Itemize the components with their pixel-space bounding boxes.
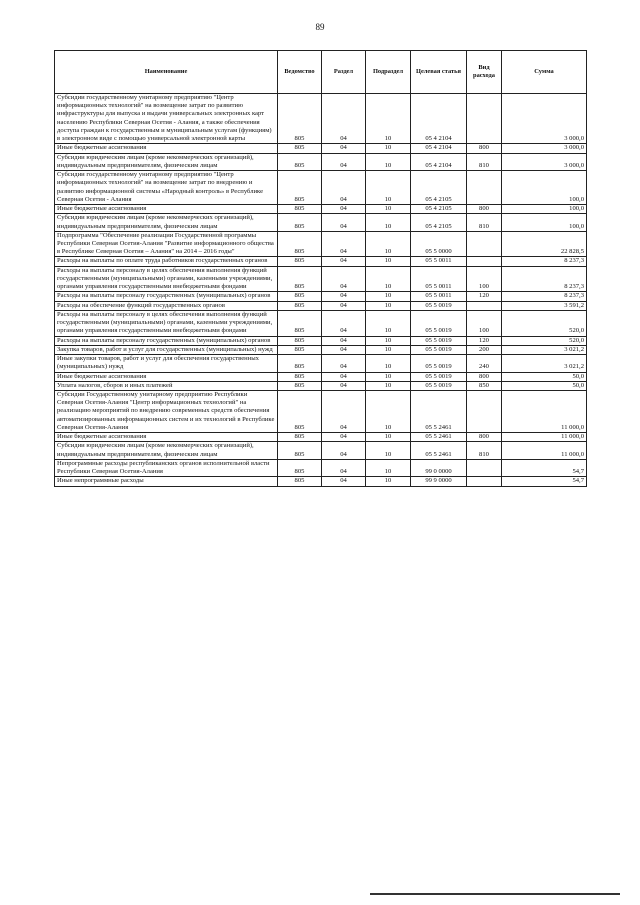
cell-podr: 10	[366, 459, 411, 476]
cell-vid	[467, 257, 502, 266]
cell-sum: 54,7	[502, 459, 587, 476]
cell-name: Иные закупки товаров, работ и услуг для обеспечения государственных (муниципальных) нужд	[55, 355, 278, 372]
cell-stat: 05 5 0011	[411, 292, 467, 301]
cell-razd: 04	[322, 266, 366, 292]
cell-ved: 805	[278, 301, 322, 310]
cell-name: Субсидии Государственному унитарному предприятию Республики Северная Осетия-Алания "Центр информационных технологий" на реализацию мероприятий по внедрению современных средств обеспечения автоматизированных информационных систем и их технологий в Республике Северная Осетия-Алания	[55, 390, 278, 432]
cell-vid: 800	[467, 144, 502, 153]
cell-razd: 04	[322, 310, 366, 336]
table-row	[55, 433, 587, 442]
cell-stat: 99 0 0000	[411, 459, 467, 476]
cell-name: Расходы на выплаты персоналу в целях обеспечения выполнения функций государственными (муниципальными) органами, казенными учреждениями, органами управления государственными внебюджетными фондами	[55, 310, 278, 336]
table-row	[55, 292, 587, 301]
cell-ved: 805	[278, 153, 322, 170]
cell-podr: 10	[366, 292, 411, 301]
table-row	[55, 231, 587, 257]
cell-sum: 3 000,0	[502, 94, 587, 144]
cell-ved: 805	[278, 257, 322, 266]
cell-podr: 10	[366, 390, 411, 432]
cell-razd: 04	[322, 301, 366, 310]
header-vedomstvo: Ведомство	[278, 51, 322, 94]
cell-sum: 3 021,2	[502, 355, 587, 372]
cell-stat: 05 5 0019	[411, 336, 467, 345]
cell-podr: 10	[366, 153, 411, 170]
cell-name: Расходы на обеспечение функций государственных органов	[55, 301, 278, 310]
cell-razd: 04	[322, 477, 366, 486]
cell-podr: 10	[366, 477, 411, 486]
cell-stat: 05 5 2461	[411, 442, 467, 459]
cell-sum: 50,0	[502, 372, 587, 381]
cell-stat: 05 4 2104	[411, 153, 467, 170]
cell-name: Закупка товаров, работ и услуг для государственных (муниципальных) нужд	[55, 345, 278, 354]
cell-sum: 520,0	[502, 310, 587, 336]
table-row	[55, 214, 587, 231]
cell-sum: 8 237,3	[502, 266, 587, 292]
cell-podr: 10	[366, 301, 411, 310]
cell-razd: 04	[322, 214, 366, 231]
cell-ved: 805	[278, 266, 322, 292]
cell-name: Иные непрограммные расходы	[55, 477, 278, 486]
cell-stat: 05 5 0019	[411, 301, 467, 310]
table-row	[55, 372, 587, 381]
cell-sum: 54,7	[502, 477, 587, 486]
cell-stat: 05 4 2105	[411, 214, 467, 231]
cell-podr: 10	[366, 231, 411, 257]
cell-ved: 805	[278, 459, 322, 476]
cell-razd: 04	[322, 257, 366, 266]
cell-stat: 05 5 0019	[411, 345, 467, 354]
cell-vid	[467, 301, 502, 310]
cell-ved: 805	[278, 345, 322, 354]
cell-name: Подпрограмма "Обеспечение реализации Государственной программы Республики Северная Осетия-Алания "Развитие информационного общества в Республике Северная Осетия – Алания" на 2014 – 2016 годы"	[55, 231, 278, 257]
cell-sum: 520,0	[502, 336, 587, 345]
cell-ved: 805	[278, 477, 322, 486]
cell-name: Уплата налогов, сборов и иных платежей	[55, 381, 278, 390]
cell-vid	[467, 94, 502, 144]
cell-vid	[467, 231, 502, 257]
cell-razd: 04	[322, 390, 366, 432]
cell-vid: 800	[467, 205, 502, 214]
cell-stat: 05 5 0019	[411, 381, 467, 390]
cell-vid: 850	[467, 381, 502, 390]
cell-name: Расходы на выплаты персоналу государственных (муниципальных) органов	[55, 292, 278, 301]
cell-podr: 10	[366, 171, 411, 205]
header-podrazdel: Подраздел	[366, 51, 411, 94]
table-row	[55, 442, 587, 459]
header-razdel: Раздел	[322, 51, 366, 94]
cell-ved: 805	[278, 355, 322, 372]
table-row	[55, 381, 587, 390]
cell-name: Расходы на выплаты по оплате труда работников государственных органов	[55, 257, 278, 266]
cell-podr: 10	[366, 442, 411, 459]
cell-ved: 805	[278, 231, 322, 257]
cell-razd: 04	[322, 153, 366, 170]
cell-razd: 04	[322, 345, 366, 354]
cell-name: Непрограммные расходы республиканских органов исполнительной власти Республики Северная Осетия-Алания	[55, 459, 278, 476]
cell-sum: 3 000,0	[502, 153, 587, 170]
cell-vid	[467, 459, 502, 476]
cell-name: Иные бюджетные ассигнования	[55, 205, 278, 214]
table-row	[55, 266, 587, 292]
cell-sum: 3 591,2	[502, 301, 587, 310]
cell-razd: 04	[322, 355, 366, 372]
cell-podr: 10	[366, 433, 411, 442]
cell-vid: 800	[467, 433, 502, 442]
cell-podr: 10	[366, 266, 411, 292]
cell-sum: 50,0	[502, 381, 587, 390]
cell-vid: 120	[467, 336, 502, 345]
table-row	[55, 301, 587, 310]
table-row	[55, 336, 587, 345]
cell-vid: 240	[467, 355, 502, 372]
cell-name: Расходы на выплаты персоналу государственных (муниципальных) органов	[55, 336, 278, 345]
header-summa: Сумма	[502, 51, 587, 94]
cell-vid: 100	[467, 310, 502, 336]
header-name: Наименование	[55, 51, 278, 94]
cell-name: Субсидии юридическим лицам (кроме некоммерческих организаций), индивидуальным предпринимателям, физическим лицам	[55, 153, 278, 170]
table-row	[55, 345, 587, 354]
cell-ved: 805	[278, 381, 322, 390]
cell-ved: 805	[278, 214, 322, 231]
cell-vid: 810	[467, 442, 502, 459]
cell-name: Субсидии юридическим лицам (кроме некоммерческих организаций), индивидуальным предпринимателям, физическим лицам	[55, 442, 278, 459]
cell-sum: 100,0	[502, 171, 587, 205]
cell-razd: 04	[322, 144, 366, 153]
cell-razd: 04	[322, 171, 366, 205]
table-row	[55, 153, 587, 170]
cell-name: Иные бюджетные ассигнования	[55, 144, 278, 153]
cell-ved: 805	[278, 94, 322, 144]
cell-podr: 10	[366, 214, 411, 231]
table-header-row	[55, 51, 587, 94]
cell-name: Субсидии государственному унитарному предприятию "Центр информационных технологий" на возмещение затрат по развитию инфраструктуры для выпуска и выдачи универсальных электронных карт населению Республики Северная Осетия - Алания, а также обеспечения доступа граждан к государственным и муниципальным услугам (функциям) в электронном виде с помощью универсальной электронной карты	[55, 94, 278, 144]
cell-razd: 04	[322, 205, 366, 214]
cell-name: Субсидии юридическим лицам (кроме некоммерческих организаций), индивидуальным предпринимателям, физическим лицам	[55, 214, 278, 231]
cell-sum: 8 237,3	[502, 292, 587, 301]
cell-podr: 10	[366, 355, 411, 372]
cell-podr: 10	[366, 257, 411, 266]
cell-razd: 04	[322, 442, 366, 459]
cell-stat: 05 5 0011	[411, 266, 467, 292]
cell-stat: 05 4 2104	[411, 144, 467, 153]
cell-vid: 810	[467, 214, 502, 231]
cell-ved: 805	[278, 310, 322, 336]
cell-sum: 100,0	[502, 205, 587, 214]
cell-ved: 805	[278, 171, 322, 205]
cell-podr: 10	[366, 310, 411, 336]
cell-name: Иные бюджетные ассигнования	[55, 372, 278, 381]
cell-vid: 100	[467, 266, 502, 292]
table-row	[55, 477, 587, 486]
table-row	[55, 459, 587, 476]
cell-stat: 05 5 0019	[411, 310, 467, 336]
cell-stat: 99 9 0000	[411, 477, 467, 486]
cell-stat: 05 5 0019	[411, 355, 467, 372]
cell-ved: 805	[278, 372, 322, 381]
cell-sum: 11 000,0	[502, 433, 587, 442]
cell-razd: 04	[322, 372, 366, 381]
table-row	[55, 144, 587, 153]
cell-sum: 11 000,0	[502, 442, 587, 459]
cell-podr: 10	[366, 336, 411, 345]
cell-podr: 10	[366, 372, 411, 381]
table-row	[55, 390, 587, 432]
cell-ved: 805	[278, 433, 322, 442]
budget-table	[54, 50, 587, 487]
cell-ved: 805	[278, 205, 322, 214]
cell-vid: 120	[467, 292, 502, 301]
cell-stat: 05 4 2104	[411, 94, 467, 144]
table-row	[55, 171, 587, 205]
header-statya: Целевая статья	[411, 51, 467, 94]
cell-name: Субсидии государственному унитарному предприятию "Центр информационных технологий" на возмещение затрат по внедрению и развитию информационной системы «Народный контроль» в Республике Северная Осетия - Алания	[55, 171, 278, 205]
cell-stat: 05 5 2461	[411, 390, 467, 432]
cell-sum: 11 000,0	[502, 390, 587, 432]
header-vid: Вид расхода	[467, 51, 502, 94]
cell-ved: 805	[278, 336, 322, 345]
cell-sum: 22 828,5	[502, 231, 587, 257]
cell-stat: 05 5 0011	[411, 257, 467, 266]
cell-stat: 05 4 2105	[411, 205, 467, 214]
cell-vid	[467, 477, 502, 486]
page-number: 89	[315, 22, 325, 32]
cell-sum: 3 021,2	[502, 345, 587, 354]
table-row	[55, 257, 587, 266]
cell-razd: 04	[322, 336, 366, 345]
cell-ved: 805	[278, 144, 322, 153]
cell-name: Иные бюджетные ассигнования	[55, 433, 278, 442]
bottom-divider	[370, 893, 620, 895]
cell-razd: 04	[322, 459, 366, 476]
cell-razd: 04	[322, 433, 366, 442]
table-row	[55, 355, 587, 372]
table-body	[55, 94, 587, 487]
table-row	[55, 310, 587, 336]
cell-ved: 805	[278, 292, 322, 301]
cell-name: Расходы на выплаты персоналу в целях обеспечения выполнения функций государственными (муниципальными) органами, казенными учреждениями, органами управления государственными внебюджетными фондами	[55, 266, 278, 292]
cell-stat: 05 5 0019	[411, 372, 467, 381]
cell-podr: 10	[366, 381, 411, 390]
cell-vid	[467, 390, 502, 432]
cell-vid: 200	[467, 345, 502, 354]
table-row	[55, 94, 587, 144]
cell-stat: 05 5 2461	[411, 433, 467, 442]
cell-podr: 10	[366, 144, 411, 153]
cell-ved: 805	[278, 390, 322, 432]
cell-sum: 100,0	[502, 214, 587, 231]
cell-razd: 04	[322, 231, 366, 257]
cell-razd: 04	[322, 381, 366, 390]
table-row	[55, 205, 587, 214]
cell-vid: 800	[467, 372, 502, 381]
cell-sum: 3 000,0	[502, 144, 587, 153]
cell-podr: 10	[366, 94, 411, 144]
cell-vid: 810	[467, 153, 502, 170]
cell-ved: 805	[278, 442, 322, 459]
cell-podr: 10	[366, 205, 411, 214]
cell-razd: 04	[322, 94, 366, 144]
cell-razd: 04	[322, 292, 366, 301]
cell-podr: 10	[366, 345, 411, 354]
cell-sum: 8 237,3	[502, 257, 587, 266]
cell-stat: 05 5 0000	[411, 231, 467, 257]
cell-stat: 05 4 2105	[411, 171, 467, 205]
cell-vid	[467, 171, 502, 205]
